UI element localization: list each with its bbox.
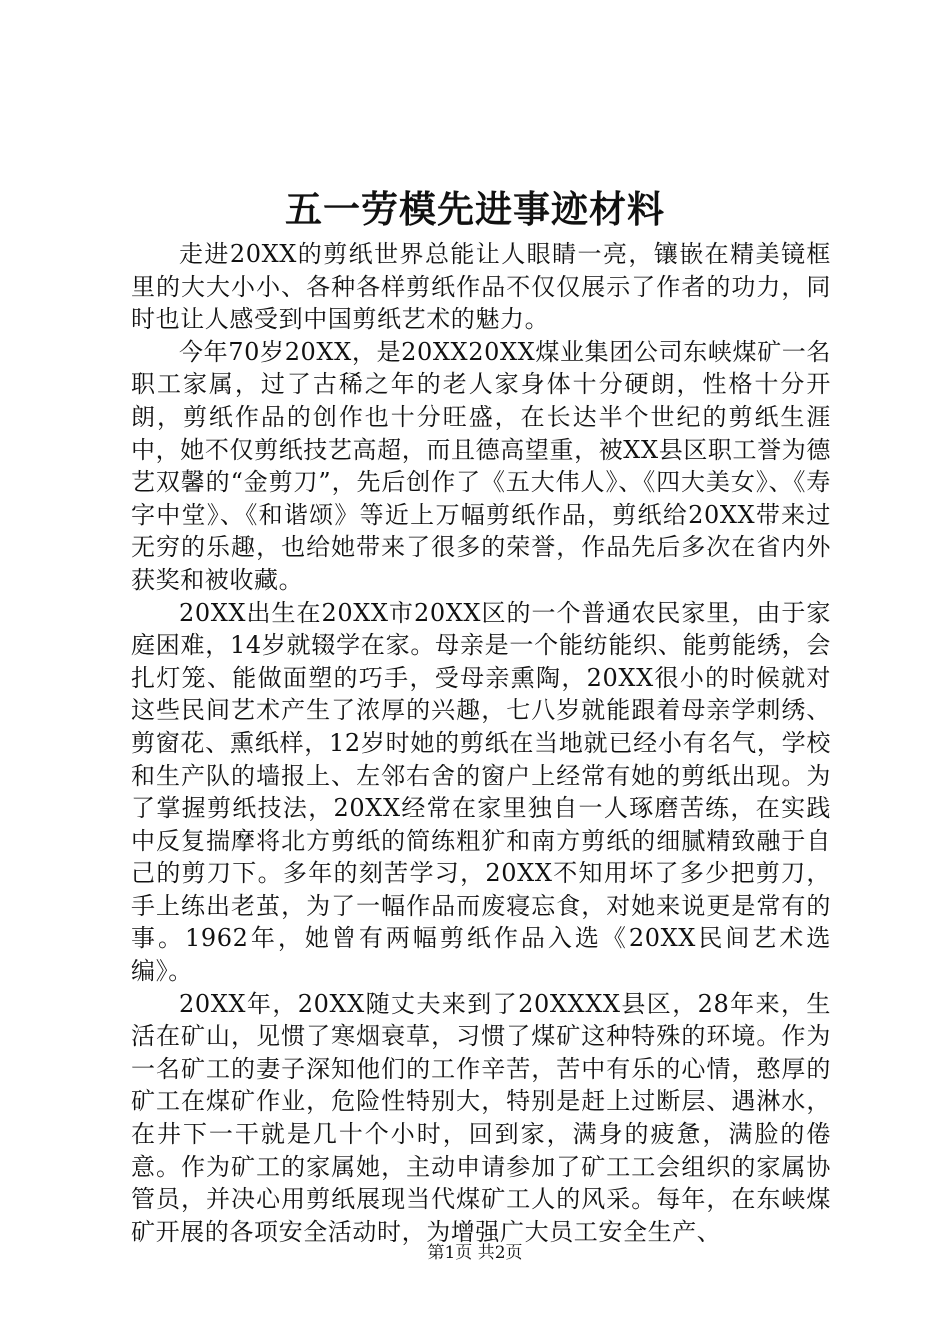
paragraph: 走进20XX的剪纸世界总能让人眼睛一亮，镶嵌在精美镜框里的大大小小、各种各样剪纸作品不仅仅展示了作者的功力，同时也让人感受到中国剪纸艺术的魅力。 (131, 240, 831, 334)
page-number-footer: 第1页 共2页 (427, 1243, 523, 1263)
paragraph: 今年70岁20XX，是20XX20XX煤业集团公司东峡煤矿一名职工家属，过了古稀之年的老人家身体十分硬朗，性格十分开朗，剪纸作品的创作也十分旺盛，在长达半个世纪的剪纸生涯中，她不仅剪纸技艺高超，而且德高望重，被XX县区职工誉为德艺双馨的“金剪刀”，先后创作了《五大伟人》、《四大美女》、《寿字中堂》、《和谐颂》等近上万幅剪纸作品，剪纸给20XX带来过无穷的乐趣，也给她带来了很多的荣誉，作品先后多次在省内外获奖和被收藏。 (131, 337, 831, 594)
document-title: 五一劳模先进事迹材料 (285, 187, 665, 231)
paragraph: 20XX出生在20XX市20XX区的一个普通农民家里，由于家庭困难，14岁就辍学在家。母亲是一个能纺能织、能剪能绣，会扎灯笼、能做面塑的巧手，受母亲熏陶，20XX很小的时候就对这些民间艺术产生了浓厚的兴趣，七八岁就能跟着母亲学刺绣、剪窗花、熏纸样，12岁时她的剪纸在当地就已经小有名气，学校和生产队的墙报上、左邻右舍的窗户上经常有她的剪纸出现。为了掌握剪纸技法，20XX经常在家里独自一人琢磨苦练，在实践中反复揣摩将北方剪纸的简练粗犷和南方剪纸的细腻精致融于自己的剪刀下。多年的刻苦学习，20XX不知用坏了多少把剪刀，手上练出老茧，为了一幅作品而废寝忘食，对她来说更是常有的事。1962年，她曾有两幅剪纸作品入选《20XX民间艺术选编》。 (131, 598, 831, 986)
document-body (131, 238, 831, 1248)
paragraph: 20XX年，20XX随丈夫来到了20XXXX县区，28年来，生活在矿山，见惯了寒烟衰草，习惯了煤矿这种特殊的环境。作为一名矿工的妻子深知他们的工作辛苦，苦中有乐的心情，憨厚的矿工在煤矿作业，危险性特别大，特别是赶上过断层、遇淋水，在井下一干就是几十个小时，回到家，满身的疲惫，满脸的倦意。作为矿工的家属她，主动申请参加了矿工工会组织的家属协管员，并决心用剪纸展现当代煤矿工人的风采。每年，在东峡煤矿开展的各项安全活动时，为增强广大员工安全生产、 (131, 989, 831, 1246)
